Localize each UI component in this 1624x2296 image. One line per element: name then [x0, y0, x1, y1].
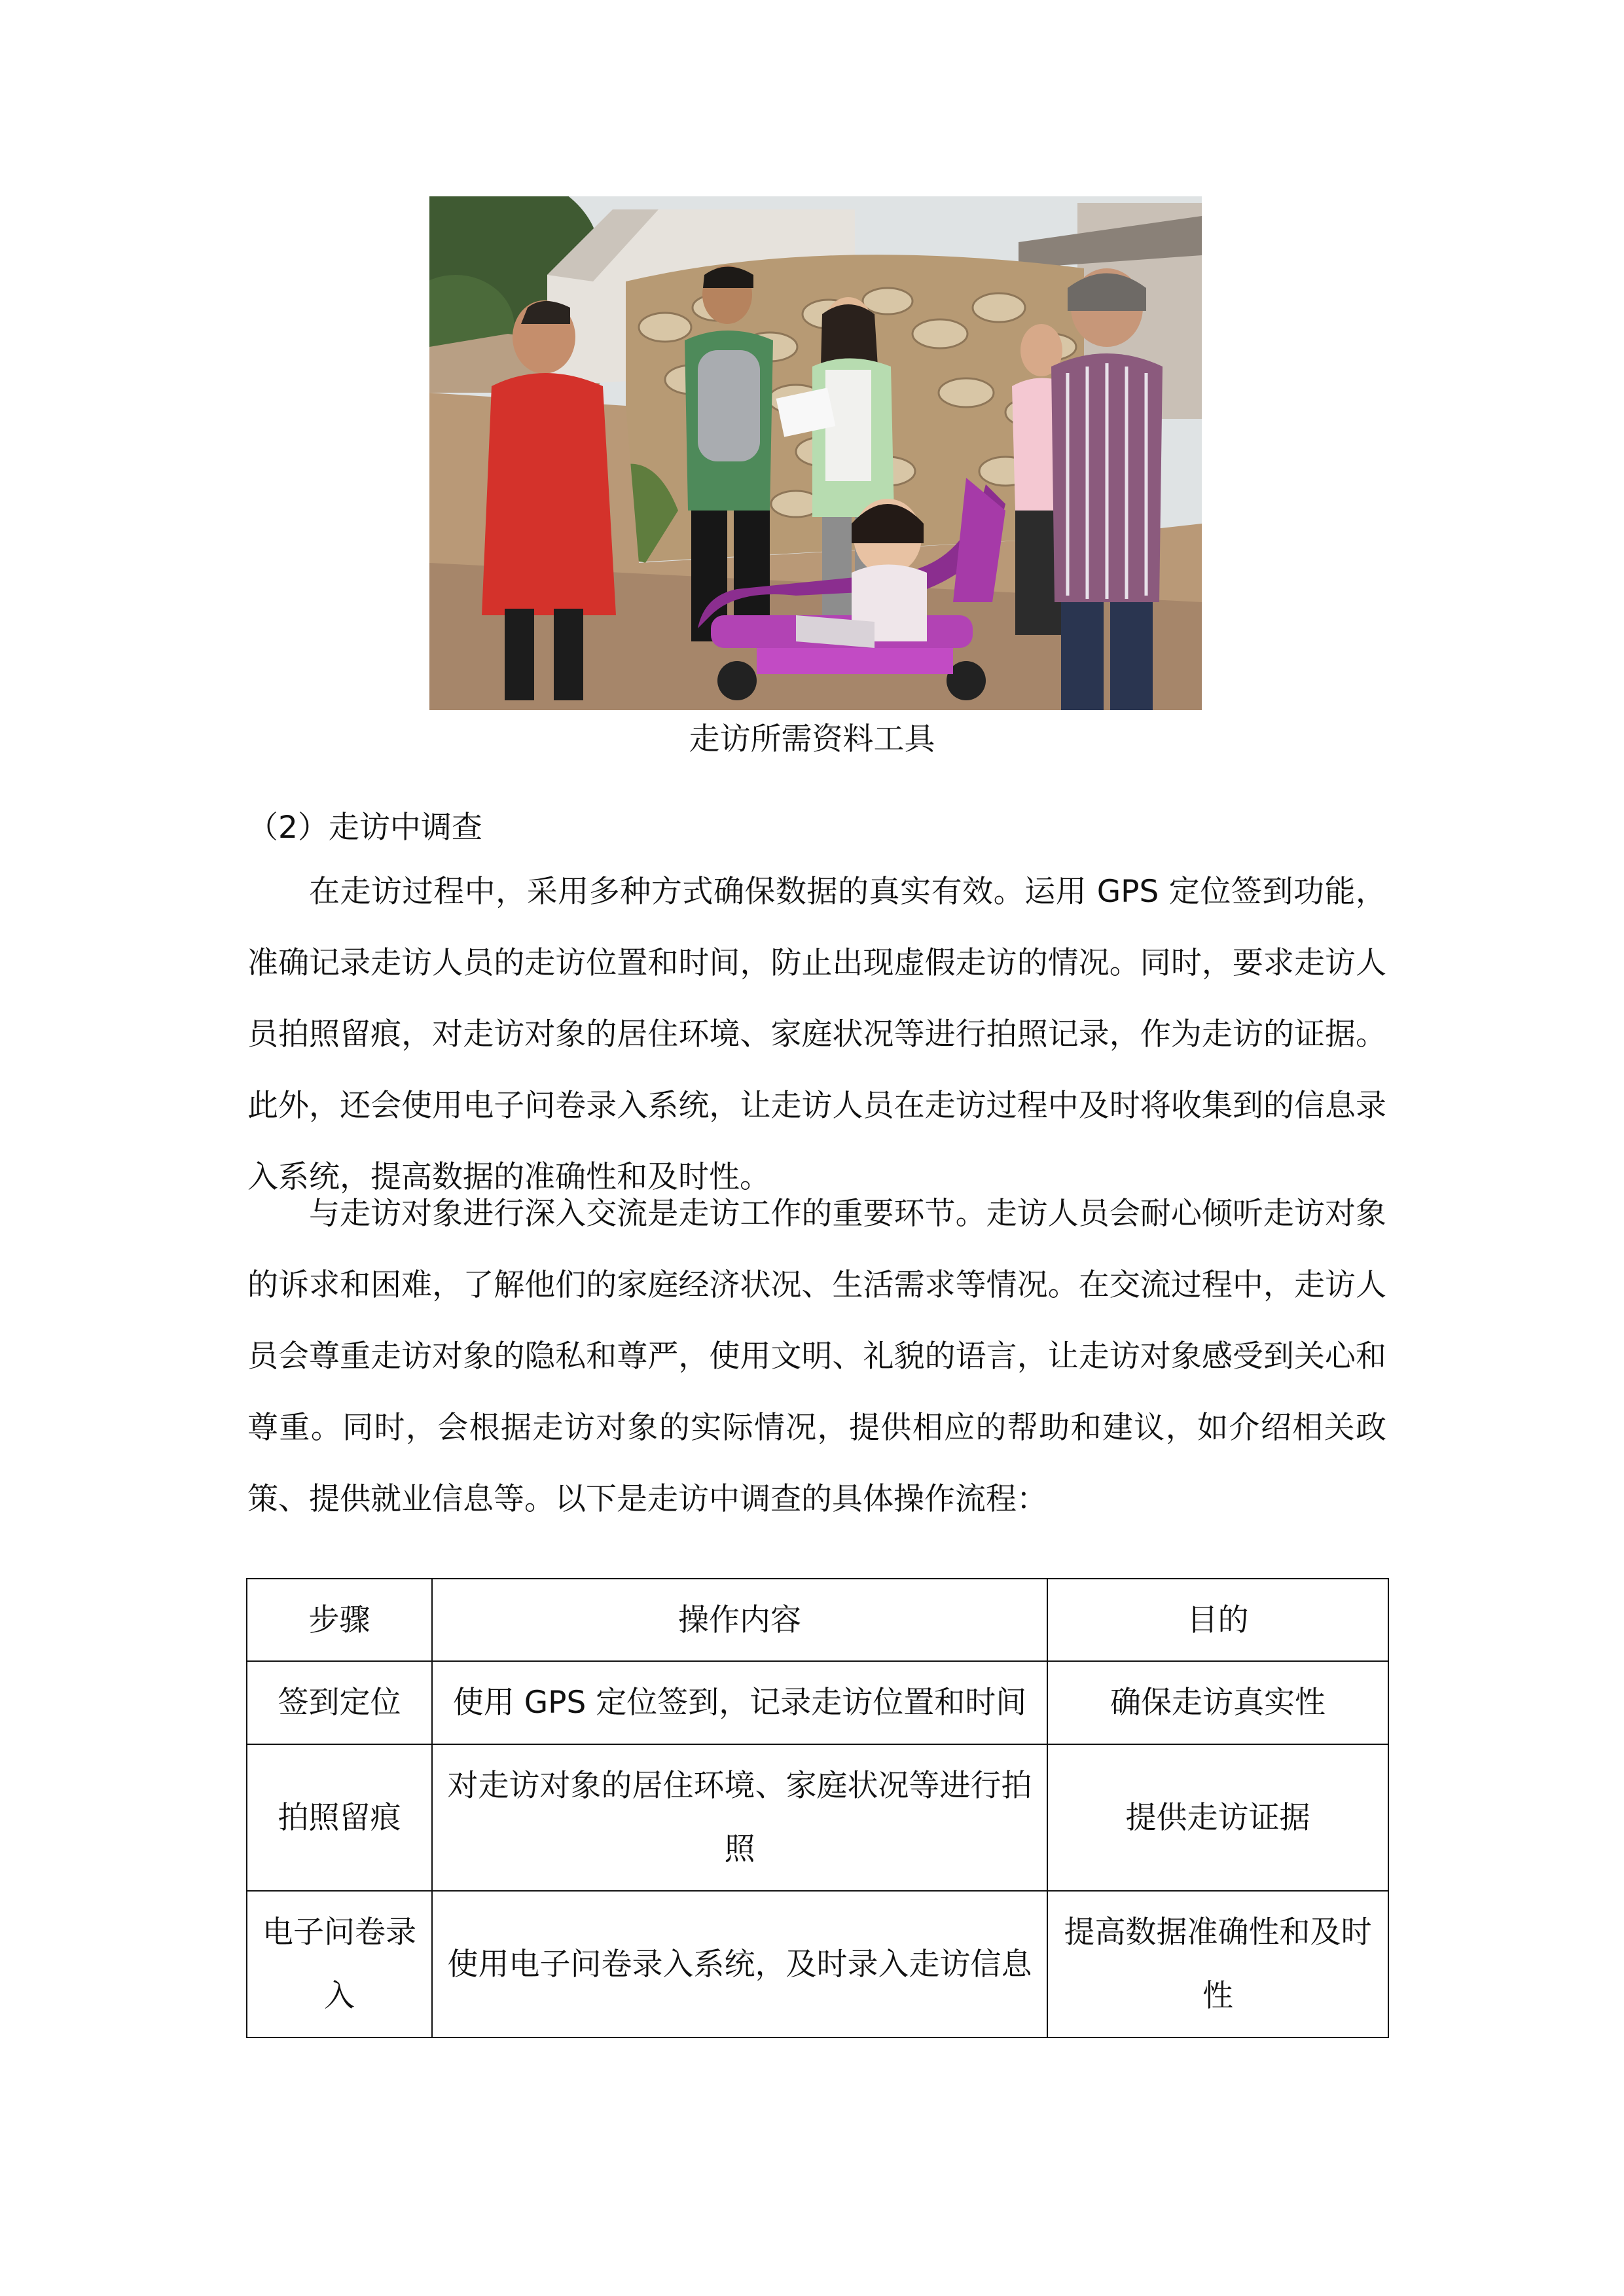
table-row — [247, 1891, 1388, 2037]
table-cell: 提高数据准确性和及时性 — [1047, 1891, 1388, 2037]
table-header-cell: 目的 — [1047, 1579, 1388, 1661]
table-row — [247, 1744, 1388, 1891]
section-heading: （2）走访中调查 — [247, 810, 482, 846]
table-cell: 确保走访真实性 — [1047, 1661, 1388, 1744]
procedure-table — [246, 1578, 1389, 2038]
table-header-cell: 操作内容 — [432, 1579, 1047, 1661]
table-row — [247, 1661, 1388, 1744]
field-visit-photo — [429, 196, 1202, 710]
table-header-cell: 步骤 — [247, 1579, 432, 1661]
table-cell: 拍照留痕 — [247, 1744, 432, 1891]
paragraph-1: 在走访过程中，采用多种方式确保数据的真实有效。运用 GPS 定位签到功能，准确记录走访人员的走访位置和时间，防止出现虚假走访的情况。同时，要求走访人员拍照留痕，对走访对象的居住环境、家庭状况等进行拍照记录，作为走访的证据。此外，还会使用电子问卷录入系统，让走访人员在走访过程中及时将收集到的信息录入系统，提高数据的准确性和及时性。 — [247, 874, 1386, 1195]
table-cell: 签到定位 — [247, 1661, 432, 1744]
table-header-row — [247, 1579, 1388, 1661]
table-cell: 对走访对象的居住环境、家庭状况等进行拍照 — [432, 1744, 1047, 1891]
table-cell: 使用 GPS 定位签到，记录走访位置和时间 — [432, 1661, 1047, 1744]
table-cell: 提供走访证据 — [1047, 1744, 1388, 1891]
table-cell: 电子问卷录入 — [247, 1891, 432, 2037]
paragraph-2: 与走访对象进行深入交流是走访工作的重要环节。走访人员会耐心倾听走访对象的诉求和困难，了解他们的家庭经济状况、生活需求等情况。在交流过程中，走访人员会尊重走访对象的隐私和尊严，使用文明、礼貌的语言，让走访对象感受到关心和尊重。同时，会根据走访对象的实际情况，提供相应的帮助和建议，如介绍相关政策、提供就业信息等。以下是走访中调查的具体操作流程： — [247, 1196, 1386, 1517]
photo-caption: 走访所需资料工具 — [689, 721, 935, 757]
table-cell: 使用电子问卷录入系统，及时录入走访信息 — [432, 1891, 1047, 2037]
